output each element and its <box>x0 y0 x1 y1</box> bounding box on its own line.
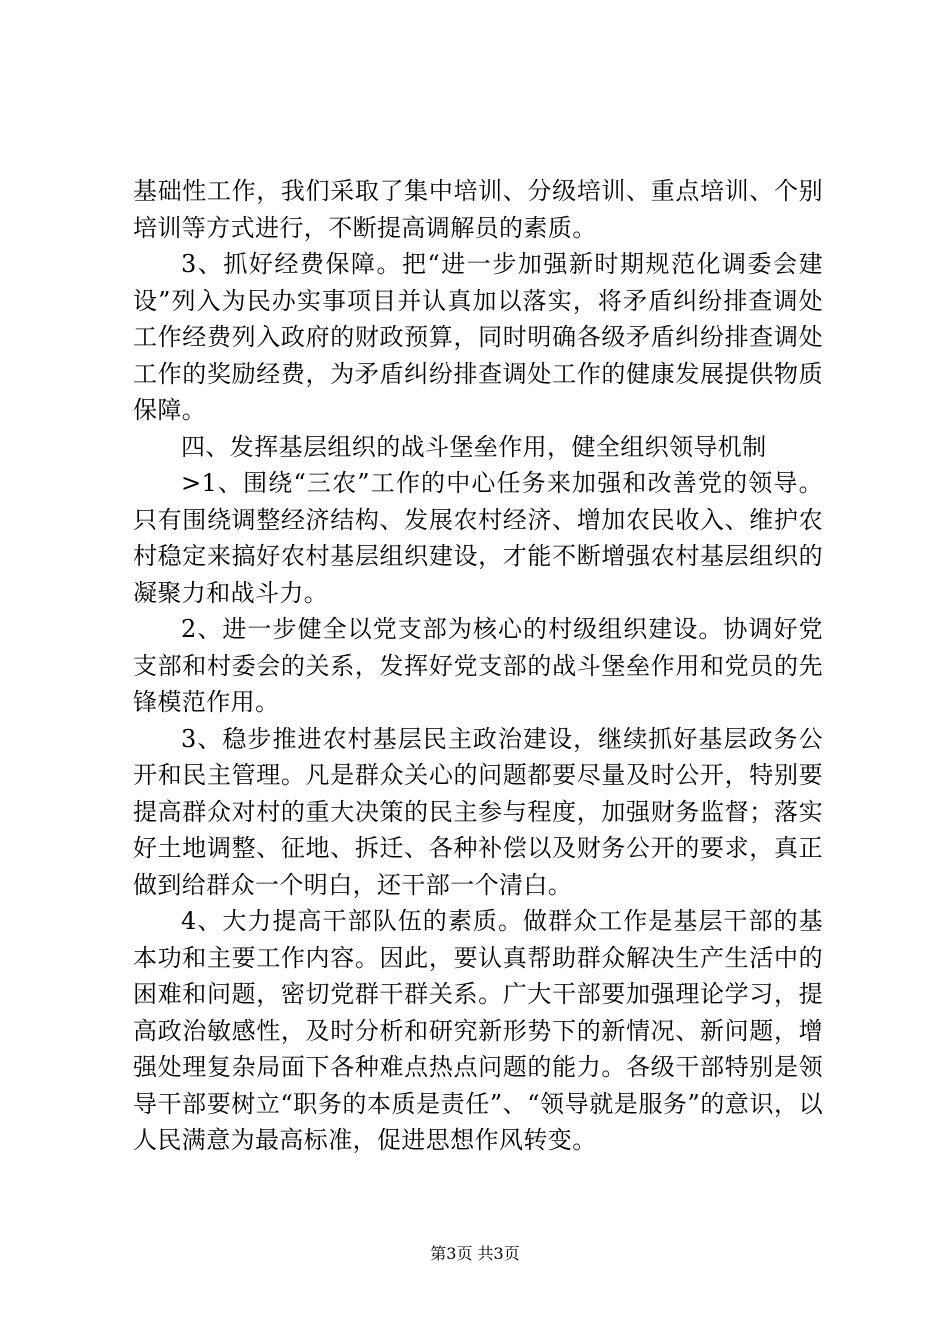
paragraph-4: 2、进一步健全以党支部为核心的村级组织建设。协调好党支部和村委会的关系，发挥好党支部的战斗堡垒作用和党员的先锋模范作用。 <box>133 615 823 716</box>
paragraph-5: 3、稳步推进农村基层民主政治建设，继续抓好基层政务公开和民主管理。凡是群众关心的问题都要尽量及时公开，特别要提高群众对村的重大决策的民主参与程度，加强财务监督；落实好土地调整、征地、拆迁、各种补偿以及财务公开的要求，真正做到给群众一个明白，还干部一个清白。 <box>133 724 823 899</box>
paragraph-3: >1、围绕“三农”工作的中心任务来加强和改善党的领导。只有围绕调整经济结构、发展农村经济、增加农民收入、维护农村稳定来搞好农村基层组织建设，才能不断增强农村基层组织的凝聚力和战斗力。 <box>133 469 823 607</box>
paragraph-2: 3、抓好经费保障。把“进一步加强新时期规范化调委会建设”列入为民办实事项目并认真加以落实，将矛盾纠纷排查调处工作经费列入政府的财政预算，同时明确各级矛盾纠纷排查调处工作的奖励经费，为矛盾纠纷排查调处工作的健康发展提供物质保障。 <box>133 250 823 424</box>
section-heading-4: 四、发挥基层组织的战斗堡垒作用，健全组织领导机制 <box>181 432 767 461</box>
page-number-footer: 第3页 共3页 <box>430 1244 520 1263</box>
document-body <box>133 173 823 1159</box>
paragraph-1: 基础性工作，我们采取了集中培训、分级培训、重点培训、个别培训等方式进行，不断提高调解员的素质。 <box>133 177 823 242</box>
paragraph-6: 4、大力提高干部队伍的素质。做群众工作是基层干部的基本功和主要工作内容。因此，要认真帮助群众解决生产生活中的困难和问题，密切党群干群关系。广大干部要加强理论学习，提高政治敏感性，及时分析和研究新形势下的新情况、新问题，增强处理复杂局面下各种难点热点问题的能力。各级干部特别是领导干部要树立“职务的本质是责任”、“领导就是服务”的意识，以人民满意为最高标准，促进思想作风转变。 <box>133 907 823 1154</box>
